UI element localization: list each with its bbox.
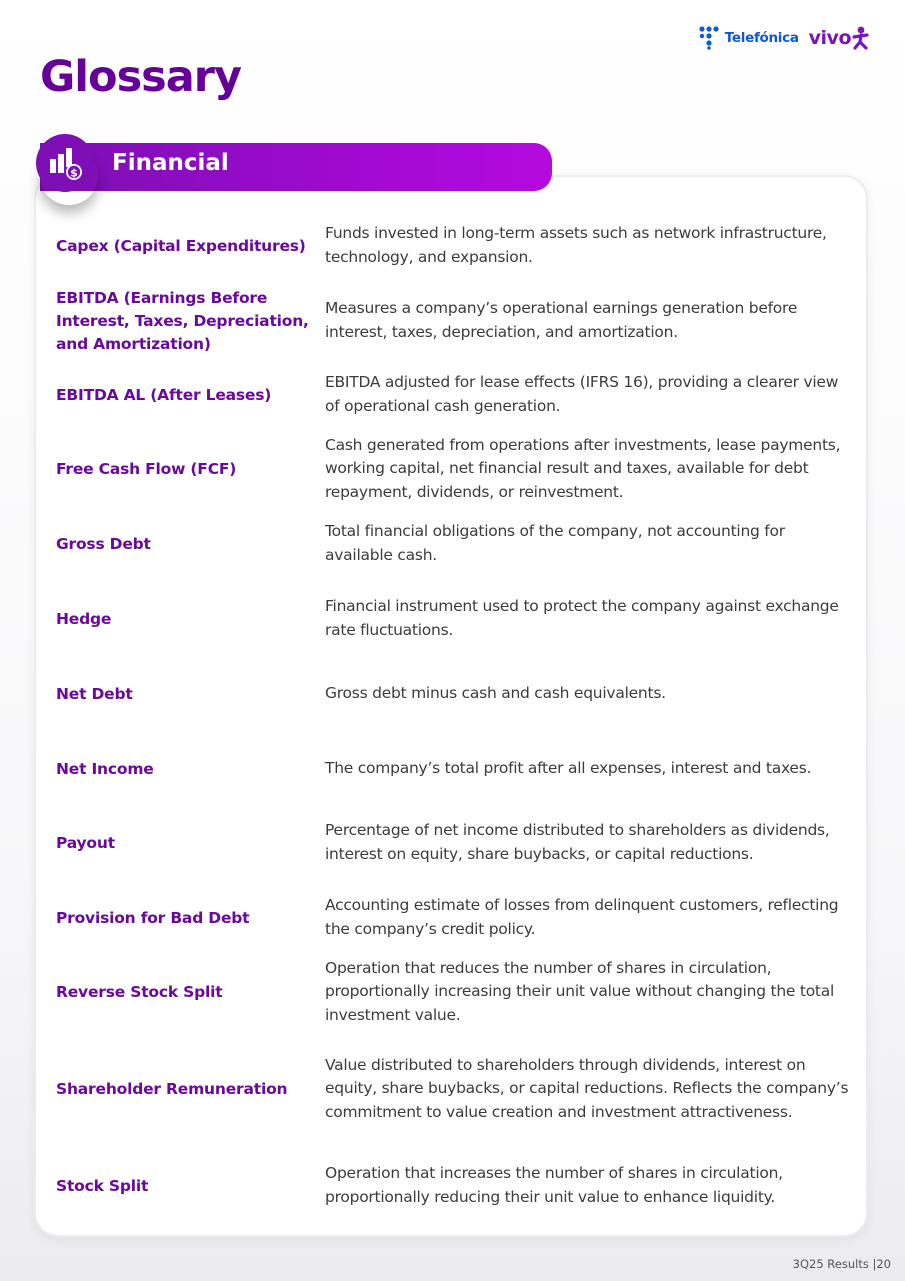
glossary-term: Free Cash Flow (FCF): [56, 459, 237, 478]
glossary-entry: [56, 285, 856, 357]
telefonica-wordmark: Telefónica: [724, 30, 799, 46]
svg-text:$: $: [70, 166, 78, 180]
glossary-entry: [56, 1041, 856, 1137]
glossary-term: Stock Split: [56, 1176, 149, 1195]
telefonica-dots-icon: [699, 26, 721, 50]
glossary-entry: [56, 807, 856, 879]
glossary-definition: Funds invested in long-term assets such as network infrastructure, technology, and expansion.: [325, 224, 827, 266]
glossary-entry: [56, 670, 856, 718]
glossary-term: Reverse Stock Split: [56, 982, 223, 1001]
glossary-entry: [56, 1162, 856, 1210]
header-logos: [699, 26, 869, 50]
glossary-entry: [56, 222, 856, 270]
vivo-wordmark: vivo: [808, 27, 851, 49]
vivo-logo: [809, 26, 869, 50]
vivo-figure-icon: [852, 26, 869, 50]
glossary-definition: Operation that reduces the number of shares in circulation, proportionally increasing their unit value without changing the total investment value.: [325, 958, 835, 1024]
glossary-definition: EBITDA adjusted for lease effects (IFRS 16), providing a clearer view of operational cash generation.: [325, 373, 839, 415]
glossary-entry: [56, 956, 856, 1028]
glossary-term: Net Income: [56, 759, 154, 778]
page-title: Glossary: [40, 52, 242, 102]
glossary-term: Payout: [56, 833, 115, 852]
glossary-term: Shareholder Remuneration: [56, 1079, 288, 1098]
glossary-term: Net Debt: [56, 684, 133, 703]
glossary-entry: [56, 433, 856, 505]
page-footer: 3Q25 Results |20: [792, 1257, 891, 1271]
glossary-definition: Gross debt minus cash and cash equivalents.: [325, 684, 666, 703]
glossary-definition: Operation that increases the number of shares in circulation, proportionally reducing their unit value to enhance liquidity.: [325, 1164, 783, 1206]
glossary-term: Provision for Bad Debt: [56, 908, 250, 927]
finance-chart-coin-icon: [36, 134, 94, 192]
glossary-term: Capex (Capital Expenditures): [56, 236, 306, 255]
glossary-term: EBITDA AL (After Leases): [56, 385, 272, 404]
glossary-definition: Percentage of net income distributed to shareholders as dividends, interest on equity, share buybacks, or capital reductions.: [325, 821, 830, 863]
section-title: Financial: [112, 150, 229, 176]
glossary-term: Gross Debt: [56, 534, 151, 553]
glossary-entry: [56, 371, 856, 419]
glossary-entry: [56, 745, 856, 793]
glossary-term: EBITDA (Earnings Before Interest, Taxes, Depreciation, and Amortization): [56, 288, 309, 353]
glossary-definition: Accounting estimate of losses from delinquent customers, reflecting the company’s credit policy.: [325, 896, 839, 938]
glossary-definition: Cash generated from operations after investments, lease payments, working capital, net financial result and taxes, available for debt repayment, dividends, or reinvestment.: [325, 435, 841, 501]
glossary-entry: [56, 894, 856, 942]
glossary-definition: Value distributed to shareholders through dividends, interest on equity, share buybacks, or capital reductions. Reflects the company’s commitment to value creation and investment attractiveness.: [325, 1055, 849, 1121]
glossary-entry: [56, 595, 856, 643]
telefonica-logo: [699, 26, 799, 50]
glossary-definition: Total financial obligations of the company, not accounting for available cash.: [325, 522, 785, 564]
glossary-definition: Financial instrument used to protect the company against exchange rate fluctuations.: [325, 597, 839, 639]
glossary-definition: Measures a company’s operational earnings generation before interest, taxes, depreciation, and amortization.: [325, 299, 798, 341]
glossary-entry: [56, 520, 856, 568]
glossary-definition: The company’s total profit after all expenses, interest and taxes.: [325, 759, 812, 778]
glossary-term: Hedge: [56, 609, 112, 628]
